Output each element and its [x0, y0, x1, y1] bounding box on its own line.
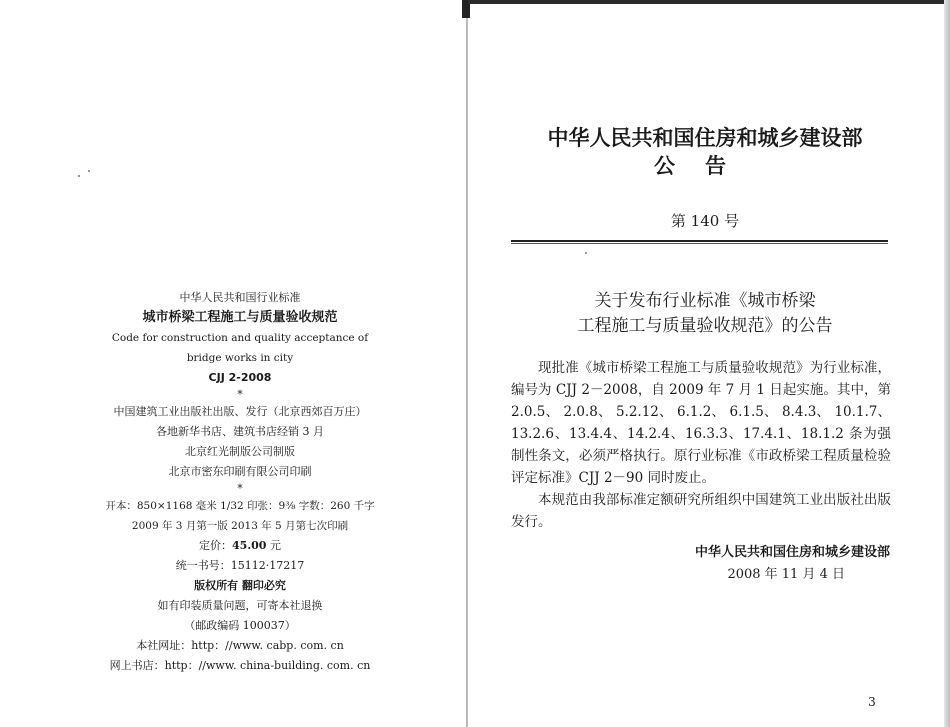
format-specs: 开本：850×1168 毫米 1/32 印张：9⅜ 字数：260 千字 — [105, 500, 375, 512]
signature-date: 2008 年 11 月 4 日 — [727, 567, 845, 582]
issuer-heading: 中华人民共和国住房和城乡建设部 — [547, 126, 863, 150]
notice-body — [511, 357, 891, 533]
scan-speck — [78, 175, 80, 177]
standard-title-en-line1: Code for construction and quality acceptance of — [111, 332, 369, 344]
signature-organization: 中华人民共和国住房和城乡建设部 — [694, 545, 890, 560]
announcement-heading: 公告 — [654, 154, 756, 178]
copyright-notice: 版权所有 翻印必究 — [194, 579, 286, 592]
separator-star: * — [237, 388, 243, 401]
price-value: 45.00 — [232, 539, 267, 552]
return-policy: 如有印装质量问题，可寄本社退换 — [157, 599, 323, 612]
standard-title-cn: 城市桥梁工程施工与质量验收规范 — [142, 310, 338, 325]
page-number: 3 — [868, 695, 876, 709]
notice-paragraph-2: 本规范由我部标准定额研究所组织中国建筑工业出版社出版发行。 — [511, 492, 891, 530]
distributor-line: 各地新华书店、建筑书店经销 3 月 — [156, 425, 324, 438]
price-line — [90, 536, 390, 556]
publisher-website: 本社网址：http：//www. cabp. com. cn — [136, 639, 344, 652]
edition-info: 2009 年 3 月第一版 2013 年 5 月第七次印刷 — [131, 520, 349, 532]
scan-right-edge — [944, 0, 950, 727]
standard-code: CJJ 2-2008 — [208, 371, 272, 384]
price-unit: 元 — [266, 539, 281, 552]
printer-line: 北京市密东印刷有限公司印刷 — [168, 465, 312, 478]
book-number: 统一书号：15112·17217 — [175, 559, 305, 572]
page-gutter — [466, 0, 468, 727]
notice-paragraph-1: 现批准《城市桥梁工程施工与质量验收规范》为行业标准，编号为 CJJ 2－2008，自 2009 年 7 月 1 日起实施。其中，第 2.0.5、 2.0.8、 5.2.12、 6.1.2、 6.1.5、 8.4.3、 10.1.7、 13.2.6、13.4.4、14.2.4、16.3.3、17.4.1、18.1.2 条为强制性条文，必须严格执行。原行业标准《市政桥梁工程质量检验评定标准》CJJ 2－90 同时废止。 — [511, 360, 891, 486]
postcode: （邮政编码 100037） — [184, 619, 296, 632]
plate-maker-line: 北京红光制版公司制版 — [185, 445, 295, 458]
online-store: 网上书店：http：//www. china-building. com. cn — [109, 659, 371, 672]
scan-top-edge — [468, 0, 950, 4]
heading-rule — [511, 240, 888, 242]
scan-speck — [88, 170, 90, 172]
notice-title-line2: 工程施工与质量验收规范》的公告 — [577, 316, 833, 336]
scan-speck — [585, 252, 587, 254]
publisher-line: 中国建筑工业出版社出版、发行（北京西郊百万庄） — [113, 405, 367, 418]
separator-star: * — [237, 482, 243, 495]
colophon — [90, 288, 390, 676]
issue-number: 第 140 号 — [670, 212, 740, 230]
price-label: 定价： — [199, 539, 233, 552]
standard-series: 中华人民共和国行业标准 — [179, 291, 301, 304]
notice-title-line1: 关于发布行业标准《城市桥梁 — [594, 291, 816, 311]
heading-rule-thin — [511, 243, 888, 244]
notice-title — [520, 289, 890, 339]
standard-title-en-line2: bridge works in city — [186, 352, 294, 364]
